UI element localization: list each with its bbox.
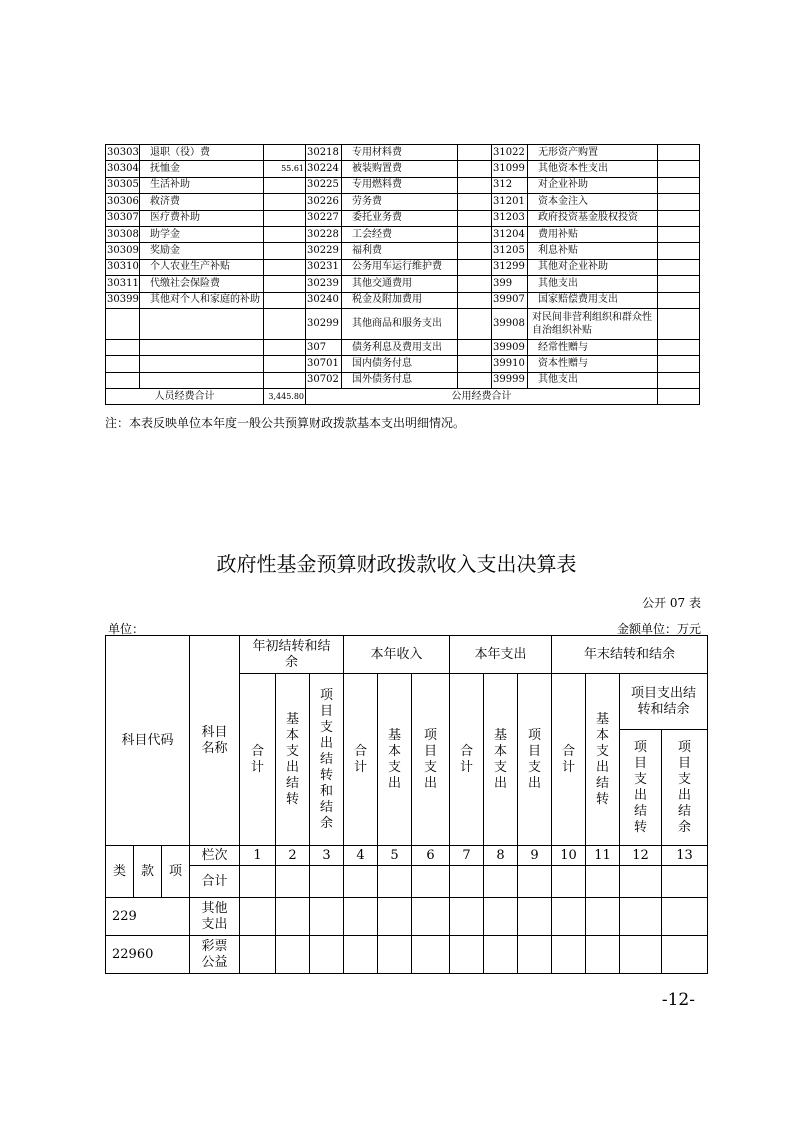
name-cell-2: 被装购置费 [342,161,458,177]
name-cell-3: 其他对企业补助 [528,259,658,275]
amount-cell-1 [264,194,306,210]
code-cell-1: 30310 [106,259,140,275]
name-cell-2: 国内债务付息 [342,356,458,372]
code-cell-1: 30311 [106,276,140,292]
code-cell-1: 30308 [106,226,140,242]
code-cell-1: 30304 [106,161,140,177]
code-cell-3: 31022 [492,145,528,161]
amount-cell-2 [458,243,492,259]
amount-cell-3 [658,243,700,259]
name-cell-1: 奖励金 [140,243,264,259]
name-cell-2: 其他商品和服务支出 [342,308,458,339]
name-cell-2: 公务用车运行维护费 [342,259,458,275]
h-closing-project-carry-text: 项目支出结转 [634,739,648,835]
h-income-project [412,674,450,846]
name-cell-3: 政府投资基金股权投资 [528,210,658,226]
amount-cell-1 [264,356,306,372]
name-cell-1: 医疗费补助 [140,210,264,226]
code-cell-1 [106,308,140,339]
table-row [106,259,700,275]
page-number: -12- [661,990,695,1010]
expense-header: 本年支出 [450,636,552,674]
col-number: 10 [552,846,586,866]
column-seq-row [106,846,708,866]
h-opening-basic-text: 基本支出结转 [285,711,299,807]
h-item: 项 [162,846,190,898]
table-row [106,243,700,259]
opening-balance-header [240,636,344,674]
fund-budget-table [105,635,708,974]
h-opening-basic [276,674,310,846]
name-cell-1: 退职（役）费 [140,145,264,161]
name-cell-1: 代缴社会保险费 [140,276,264,292]
subject-name-header [190,636,240,846]
code-cell-2: 30224 [306,161,342,177]
h-income-basic [378,674,412,846]
name-cell-1: 救济费 [140,194,264,210]
col-number: 2 [276,846,310,866]
name-cell-1 [140,339,264,355]
code-cell-1: 30309 [106,243,140,259]
amount-cell-3 [658,339,700,355]
code-cell-2: 30239 [306,276,342,292]
code-cell-2: 30299 [306,308,342,339]
col-number: 9 [518,846,552,866]
amount-cell-1 [264,145,306,161]
h-section: 款 [134,846,162,898]
amount-cell-3 [658,177,700,193]
amount-cell-1 [264,243,306,259]
total-row-label: 合计 [190,866,240,898]
table-row [106,145,700,161]
amount-cell-1 [264,210,306,226]
code-cell-3: 31099 [492,161,528,177]
code-cell-3: 31203 [492,210,528,226]
row-code: 229 [106,898,190,936]
table-row [106,308,700,339]
name-cell-3: 国家赔偿费用支出 [528,292,658,308]
personnel-total-label: 人员经费合计 [106,389,264,405]
col-number: 4 [344,846,378,866]
opening-balance-text: 年初结转和结余 [252,638,331,670]
amount-cell-2 [458,145,492,161]
h-income-total [344,674,378,846]
col-number: 5 [378,846,412,866]
h-closing-project-surplus-text: 项目支出结余 [678,739,692,835]
h-closing-project [620,674,708,730]
amount-cell-2 [458,259,492,275]
amount-cell-3 [658,259,700,275]
code-cell-2: 30240 [306,292,342,308]
public-total-value [658,389,700,405]
code-cell-3: 312 [492,177,528,193]
row-name-cell [190,898,240,936]
h-closing-project-text: 项目支出结转和结余 [631,685,697,717]
h-opening-total-text: 合计 [250,743,264,775]
code-cell-1: 30306 [106,194,140,210]
subject-code-header: 科目代码 [106,636,190,846]
table-row [106,292,700,308]
personnel-total-value: 3,445.80 [264,389,306,405]
col-number: 8 [484,846,518,866]
table-note: 注：本表反映单位本年度一般公共预算财政拨款基本支出明细情况。 [105,416,466,430]
h-closing-total-text: 合计 [562,743,576,775]
code-cell-1: 30399 [106,292,140,308]
h-opening-total [240,674,276,846]
amount-cell-3 [658,308,700,339]
col-number: 11 [586,846,620,866]
name-cell-1 [140,356,264,372]
name-cell-1 [140,308,264,339]
code-cell-2: 30228 [306,226,342,242]
table-row [106,210,700,226]
amount-cell-3 [658,226,700,242]
amount-cell-3 [658,145,700,161]
name-cell-3: 其他资本性支出 [528,161,658,177]
code-cell-3: 31205 [492,243,528,259]
row-code: 22960 [106,936,190,974]
name-cell-2: 专用材料费 [342,145,458,161]
name-cell-2: 债务利息及费用支出 [342,339,458,355]
amount-cell-3 [658,356,700,372]
code-cell-3: 39908 [492,308,528,339]
code-cell-3: 31201 [492,194,528,210]
table-row [106,372,700,388]
expense-total-row [106,389,700,405]
table-row [106,356,700,372]
row-name-cell [190,936,240,974]
code-cell-1 [106,356,140,372]
h-opening-project-text: 项目支出结转和结余 [319,687,333,831]
code-cell-3: 39910 [492,356,528,372]
amount-cell-2 [458,161,492,177]
page-title: 政府性基金预算财政拨款收入支出决算表 [216,552,577,576]
h-expense-total-text: 合计 [460,743,474,775]
code-cell-2: 307 [306,339,342,355]
name-cell-2: 国外债务付息 [342,372,458,388]
name-cell-3: 其他支出 [528,276,658,292]
h-expense-project-text: 项目支出 [528,727,542,791]
table-row [106,936,708,974]
h-income-project-text: 项目支出 [424,727,438,791]
code-cell-2: 30229 [306,243,342,259]
amount-cell-3 [658,210,700,226]
row-name: 彩票公益 [201,938,228,970]
amount-cell-2 [458,356,492,372]
col-number: 7 [450,846,484,866]
name-cell-2: 专用燃料费 [342,177,458,193]
amount-cell-2 [458,177,492,193]
amount-cell-1 [264,339,306,355]
code-cell-1 [106,339,140,355]
h-expense-basic-text: 基本支出 [494,727,508,791]
amount-cell-2 [458,308,492,339]
name-cell-3: 费用补贴 [528,226,658,242]
name-cell-3: 对企业补助 [528,177,658,193]
name-cell-2: 工会经费 [342,226,458,242]
h-income-basic-text: 基本支出 [388,727,402,791]
code-cell-1: 30307 [106,210,140,226]
table-row [106,161,700,177]
name-cell-3: 经常性赠与 [528,339,658,355]
amount-cell-1 [264,308,306,339]
col-number: 13 [662,846,708,866]
table-row [106,898,708,936]
col-number: 6 [412,846,450,866]
header-row-1 [106,636,708,674]
name-cell-2: 税金及附加费用 [342,292,458,308]
total-row [106,866,708,898]
name-cell-3: 无形资产购置 [528,145,658,161]
code-cell-1: 30305 [106,177,140,193]
h-closing-total [552,674,586,846]
name-cell-3: 对民间非营利组织和群众性自治组织补贴 [528,308,658,339]
amount-cell-3 [658,194,700,210]
closing-balance-header: 年末结转和结余 [552,636,708,674]
h-expense-total [450,674,484,846]
form-number: 公开 07 表 [642,596,701,610]
col-number: 3 [310,846,344,866]
h-column-seq: 栏次 [190,846,240,866]
amount-cell-1 [264,276,306,292]
name-cell-1: 抚恤金 [140,161,264,177]
amount-cell-3 [658,276,700,292]
code-cell-3: 39909 [492,339,528,355]
code-cell-2: 30225 [306,177,342,193]
expense-detail-table [105,144,700,405]
amount-cell-2 [458,339,492,355]
h-expense-basic [484,674,518,846]
name-cell-1: 助学金 [140,226,264,242]
h-closing-basic-text: 基本支出结转 [596,711,610,807]
amount-cell-1 [264,226,306,242]
col-number: 12 [620,846,662,866]
subject-name-text: 科目名称 [201,724,228,756]
name-cell-3: 资本金注入 [528,194,658,210]
table-row [106,276,700,292]
amount-cell-1 [264,177,306,193]
name-cell-3: 其他支出 [528,372,658,388]
table-row [106,226,700,242]
name-cell-2: 福利费 [342,243,458,259]
name-cell-3: 资本性赠与 [528,356,658,372]
code-cell-3: 39999 [492,372,528,388]
code-cell-2: 30701 [306,356,342,372]
amount-cell-3 [658,292,700,308]
public-total-label: 公用经费合计 [306,389,658,405]
code-cell-3: 39907 [492,292,528,308]
amount-cell-2 [458,372,492,388]
amount-cell-2 [458,194,492,210]
name-cell-2: 其他交通费用 [342,276,458,292]
code-cell-2: 30231 [306,259,342,275]
h-closing-project-surplus [662,730,708,846]
amount-cell-2 [458,226,492,242]
row-name: 其他支出 [201,900,228,932]
amount-unit: 金额单位：万元 [616,622,701,636]
amount-cell-3 [658,372,700,388]
h-expense-project [518,674,552,846]
amount-cell-2 [458,276,492,292]
h-income-total-text: 合计 [354,743,368,775]
h-category: 类 [106,846,134,898]
code-cell-2: 30226 [306,194,342,210]
code-cell-1: 30303 [106,145,140,161]
code-cell-1 [106,372,140,388]
h-closing-project-carry [620,730,662,846]
name-cell-1: 生活补助 [140,177,264,193]
income-header: 本年收入 [344,636,450,674]
table-row [106,339,700,355]
code-cell-3: 31204 [492,226,528,242]
unit-label: 单位： [108,622,145,636]
code-cell-2: 30702 [306,372,342,388]
amount-cell-3 [658,161,700,177]
name-cell-2: 劳务费 [342,194,458,210]
code-cell-3: 399 [492,276,528,292]
amount-cell-1: 55.61 [264,161,306,177]
amount-cell-1 [264,372,306,388]
amount-cell-2 [458,210,492,226]
amount-cell-1 [264,292,306,308]
code-cell-3: 31299 [492,259,528,275]
code-cell-2: 30227 [306,210,342,226]
name-cell-1: 个人农业生产补贴 [140,259,264,275]
name-cell-1: 其他对个人和家庭的补助 [140,292,264,308]
name-cell-2: 委托业务费 [342,210,458,226]
table-row [106,194,700,210]
code-cell-2: 30218 [306,145,342,161]
col-number: 1 [240,846,276,866]
amount-cell-1 [264,259,306,275]
table-row [106,177,700,193]
name-cell-3: 利息补贴 [528,243,658,259]
amount-cell-2 [458,292,492,308]
h-opening-project [310,674,344,846]
h-closing-basic [586,674,620,846]
name-cell-1 [140,372,264,388]
